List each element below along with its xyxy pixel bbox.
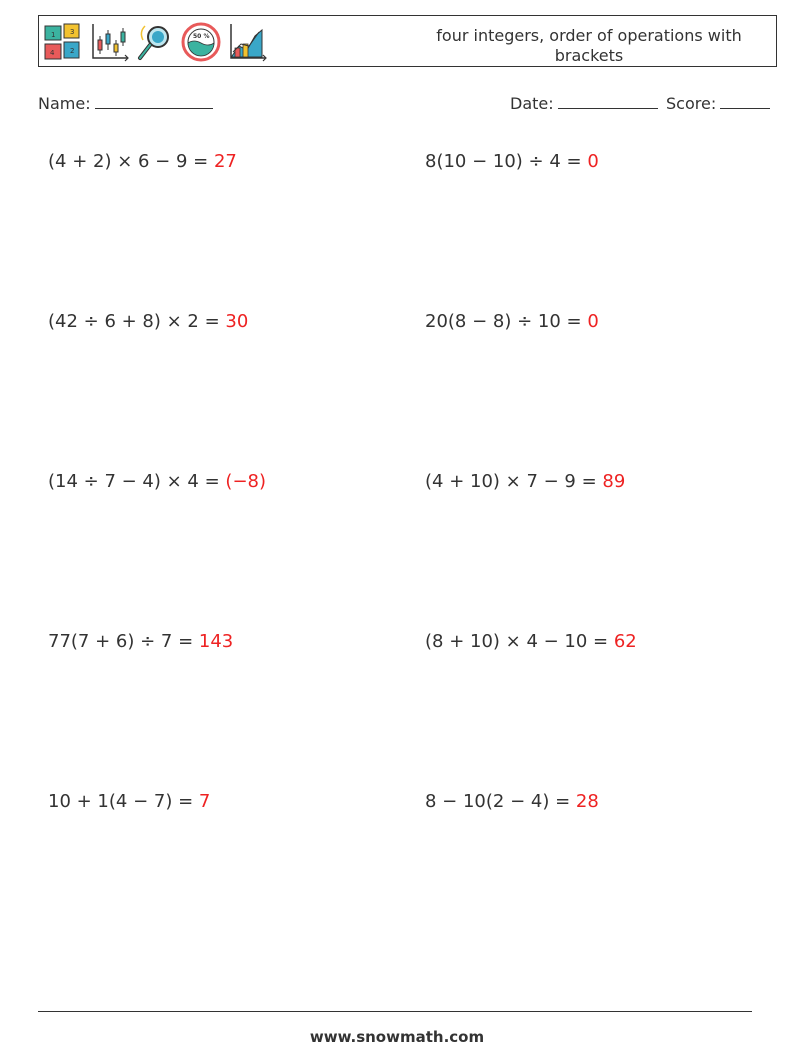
worksheet-header — [38, 15, 777, 67]
percent-gauge-icon — [181, 22, 221, 62]
problem-answer: 0 — [587, 151, 599, 172]
name-blank[interactable] — [95, 92, 213, 109]
problem-expression: 77(7 + 6) ÷ 7 = — [48, 631, 199, 652]
problem-expression: 8(10 − 10) ÷ 4 = — [425, 151, 588, 172]
gauge-label: 50 % — [193, 33, 210, 40]
problem-answer: 28 — [575, 791, 599, 812]
problem-7 — [48, 630, 233, 654]
problem-answer: (−8) — [225, 471, 267, 492]
problem-8 — [425, 630, 637, 654]
puzzle-piece-3-label: 3 — [70, 28, 75, 36]
header-icons — [43, 21, 267, 63]
puzzle-piece-1-label: 1 — [51, 31, 56, 39]
problem-answer: 143 — [198, 631, 234, 652]
problem-answer: 62 — [613, 631, 637, 652]
problem-answer: 89 — [602, 471, 626, 492]
problem-10 — [425, 790, 599, 814]
name-field[interactable] — [38, 92, 213, 113]
magnifier-icon — [135, 22, 175, 62]
problem-2 — [425, 150, 599, 174]
problem-expression: (4 + 2) × 6 − 9 = — [48, 151, 214, 172]
score-label: Score: — [666, 94, 717, 113]
problem-1 — [48, 150, 237, 174]
problem-answer: 7 — [198, 791, 211, 812]
problem-4 — [425, 310, 599, 334]
problem-expression: (8 + 10) × 4 − 10 = — [425, 631, 614, 652]
area-chart-icon — [227, 22, 267, 62]
date-label: Date: — [510, 94, 554, 113]
candlestick-chart-icon — [89, 22, 129, 62]
problem-6 — [425, 470, 625, 494]
worksheet-title: four integers, order of operations with brackets — [436, 26, 742, 65]
puzzle-icon — [43, 22, 83, 62]
date-blank[interactable] — [558, 92, 658, 109]
problem-9 — [48, 790, 210, 814]
problem-5 — [48, 470, 266, 494]
problem-expression: (42 ÷ 6 + 8) × 2 = — [48, 311, 226, 332]
problem-answer: 0 — [587, 311, 599, 332]
puzzle-piece-2-label: 2 — [70, 47, 75, 55]
date-field[interactable] — [510, 92, 658, 113]
problem-expression: 8 − 10(2 − 4) = — [425, 791, 576, 812]
problem-expression: (14 ÷ 7 − 4) × 4 = — [48, 471, 226, 492]
problem-expression: (4 + 10) × 7 − 9 = — [425, 471, 603, 492]
name-label: Name: — [38, 94, 91, 113]
footer-url[interactable]: www.snowmath.com — [309, 1028, 485, 1046]
problem-answer: 27 — [213, 151, 237, 172]
problem-3 — [48, 310, 248, 334]
problem-answer: 30 — [225, 311, 249, 332]
footer-divider — [38, 1011, 752, 1012]
problem-expression: 10 + 1(4 − 7) = — [48, 791, 199, 812]
score-field[interactable] — [666, 92, 770, 113]
score-blank[interactable] — [720, 92, 770, 109]
puzzle-piece-4-label: 4 — [50, 49, 55, 57]
problem-expression: 20(8 − 8) ÷ 10 = — [425, 311, 588, 332]
